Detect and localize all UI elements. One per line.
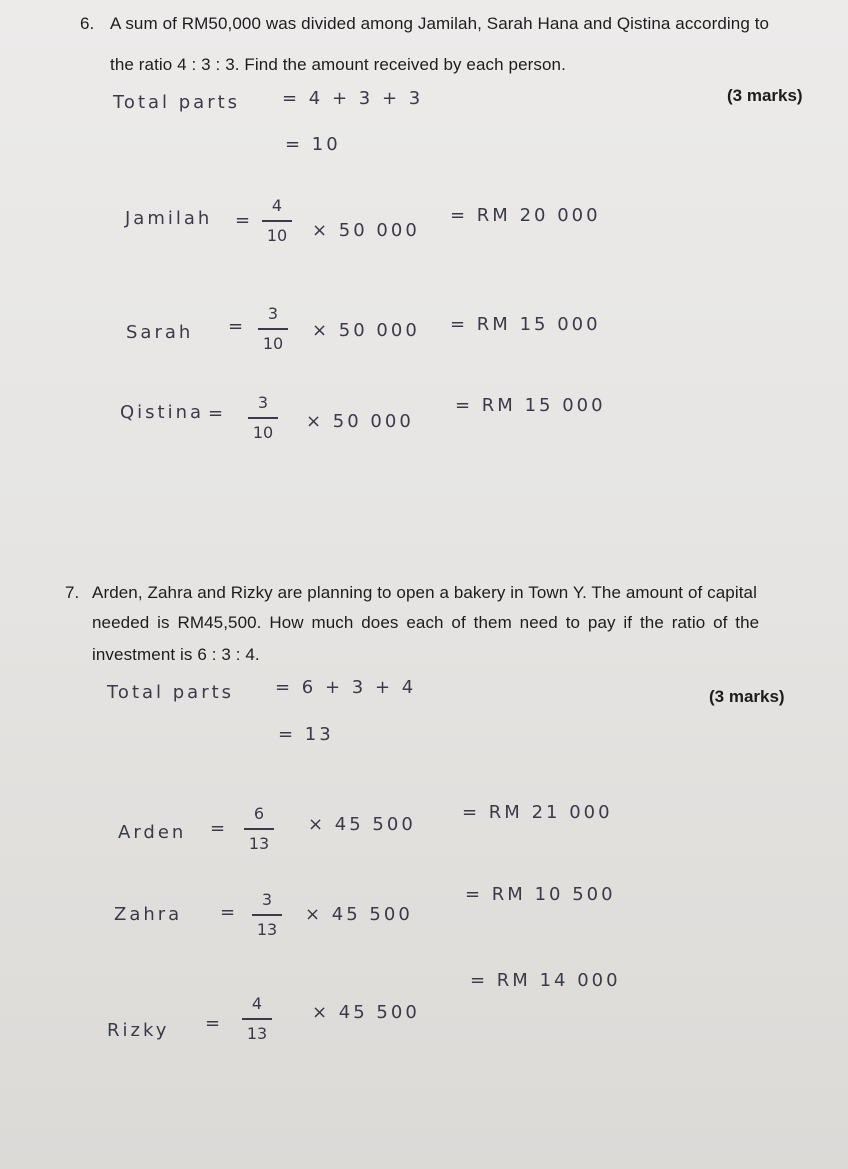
q7-zahra-fraction [252, 892, 282, 938]
fraction-denominator: 13 [248, 834, 270, 853]
q7-arden-fraction [244, 806, 274, 852]
q6-marks: (3 marks) [727, 86, 803, 105]
q6-jamilah-label: Jamilah [125, 208, 213, 229]
fraction-bar [262, 220, 292, 222]
q7-zahra-result: = RM 10 500 [465, 884, 616, 905]
fraction-denominator: 10 [262, 334, 284, 353]
q6-text-line2: the ratio 4 : 3 : 3. Find the amount received by each person. [110, 55, 566, 74]
fraction-bar [258, 328, 288, 330]
q7-rizky-result: = RM 14 000 [470, 970, 621, 991]
fraction-bar [248, 417, 278, 419]
fraction-numerator: 3 [257, 393, 269, 412]
q7-number: 7. [65, 583, 80, 602]
q7-text-line1: Arden, Zahra and Rizky are planning to open a bakery in Town Y. The amount of capital [92, 583, 757, 602]
q6-number: 6. [80, 14, 95, 33]
q6-qistina-multiplier: × 50 000 [306, 411, 414, 432]
q7-total-result: = 13 [278, 724, 334, 745]
q6-qistina-result: = RM 15 000 [455, 395, 606, 416]
fraction-numerator: 4 [251, 994, 263, 1013]
q6-sarah-multiplier: × 50 000 [312, 320, 420, 341]
fraction-denominator: 10 [252, 423, 274, 442]
fraction-denominator: 10 [266, 226, 288, 245]
fraction-numerator: 6 [253, 804, 265, 823]
q7-rizky-fraction [242, 996, 272, 1042]
q7-rizky-equals: = [205, 1013, 224, 1034]
q6-text-line1: A sum of RM50,000 was divided among Jamilah, Sarah Hana and Qistina according to [110, 14, 770, 33]
q6-total-label: Total parts [113, 92, 241, 113]
q6-jamilah-result: = RM 20 000 [450, 205, 601, 226]
fraction-numerator: 4 [271, 196, 283, 215]
q7-text-line3: investment is 6 : 3 : 4. [92, 645, 260, 664]
fraction-bar [244, 828, 274, 830]
q6-qistina-equals: = [208, 403, 227, 424]
q6-sarah-fraction [258, 306, 288, 352]
q6-qistina-fraction [248, 395, 278, 441]
q7-zahra-equals: = [220, 902, 239, 923]
fraction-denominator: 13 [246, 1024, 268, 1043]
q7-zahra-label: Zahra [114, 904, 183, 925]
q6-sarah-equals: = [228, 316, 247, 337]
q7-marks: (3 marks) [709, 687, 785, 706]
fraction-denominator: 13 [256, 920, 278, 939]
q6-sarah-label: Sarah [126, 322, 194, 343]
q6-sarah-result: = RM 15 000 [450, 314, 601, 335]
q7-total-expression: = 6 + 3 + 4 [275, 677, 417, 698]
q7-zahra-multiplier: × 45 500 [305, 904, 413, 925]
q7-rizky-label: Rizky [107, 1020, 170, 1041]
q7-arden-label: Arden [118, 822, 187, 843]
fraction-numerator: 3 [261, 890, 273, 909]
q6-jamilah-equals: = [235, 210, 254, 231]
q6-qistina-label: Qistina [120, 402, 205, 423]
q7-arden-equals: = [210, 818, 229, 839]
q6-jamilah-fraction [262, 198, 292, 244]
q7-text-line2: needed is RM45,500. How much does each of them need to pay if the ratio of the [92, 613, 760, 632]
q6-total-result: = 10 [285, 134, 341, 155]
q7-rizky-multiplier: × 45 500 [312, 1002, 420, 1023]
q7-arden-result: = RM 21 000 [462, 802, 613, 823]
fraction-bar [242, 1018, 272, 1020]
q7-arden-multiplier: × 45 500 [308, 814, 416, 835]
q6-total-expression: = 4 + 3 + 3 [282, 88, 424, 109]
q7-total-label: Total parts [107, 682, 235, 703]
fraction-bar [252, 914, 282, 916]
fraction-numerator: 3 [267, 304, 279, 323]
q6-jamilah-multiplier: × 50 000 [312, 220, 420, 241]
